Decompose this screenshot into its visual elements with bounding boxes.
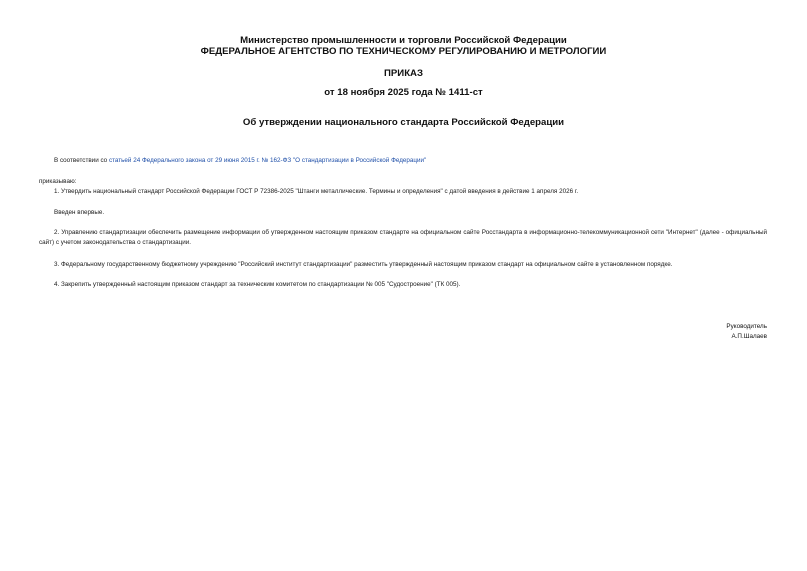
document-title: Об утверждении национального стандарта Российской Федерации (242, 117, 565, 128)
orders-word: приказываю: (39, 178, 77, 185)
agency-name: ФЕДЕРАЛЬНОЕ АГЕНТСТВО ПО ТЕХНИЧЕСКОМУ РЕГУЛИРОВАНИЮ И МЕТРОЛОГИИ (200, 46, 607, 57)
item-4-paragraph: 4. Закрепить утвержденный настоящим приказом стандарт за техническим комитетом по стандартизации № 005 "Судостроение" (ТК 005). (54, 281, 461, 288)
item-1-paragraph: 1. Утвердить национальный стандарт Российской Федерации ГОСТ Р 72386-2025 "Штанги металлические. Термины и определения" с датой введения в действие 1 апреля 2026 г. (54, 188, 579, 195)
federal-law-link[interactable]: статьей 24 Федерального закона от 29 июня 2015 г. № 162-ФЗ "О стандартизации в Российской Федерации" (108, 157, 427, 164)
signatory-role: Руководитель (726, 323, 767, 330)
intro-prefix: В соответствии со (54, 157, 109, 164)
item-3-paragraph: 3. Федеральному государственному бюджетному учреждению "Российский институт стандартизации" разместить утвержденный настоящим приказом стандарт на официальном сайте в установленном порядке. (54, 261, 673, 268)
document-date-number: от 18 ноября 2025 года № 1411-ст (324, 87, 483, 98)
item-2-paragraph: 2. Управлению стандартизации обеспечить размещение информации об утвержденном настоящим приказом стандарте на официальном сайте Росстандарта в информационно-телекоммуникационной сети "Интернет" (далее - официальный сайт) с учетом законодательства о стандартизации. (39, 229, 767, 246)
intro-paragraph (54, 156, 426, 166)
ministry-name: Министерство промышленности и торговли Российской Федерации (240, 35, 567, 46)
document-type: ПРИКАЗ (384, 68, 423, 79)
signatory-name: А.П.Шалаев (731, 333, 767, 340)
introduced-first-note: Введен впервые. (54, 209, 105, 216)
